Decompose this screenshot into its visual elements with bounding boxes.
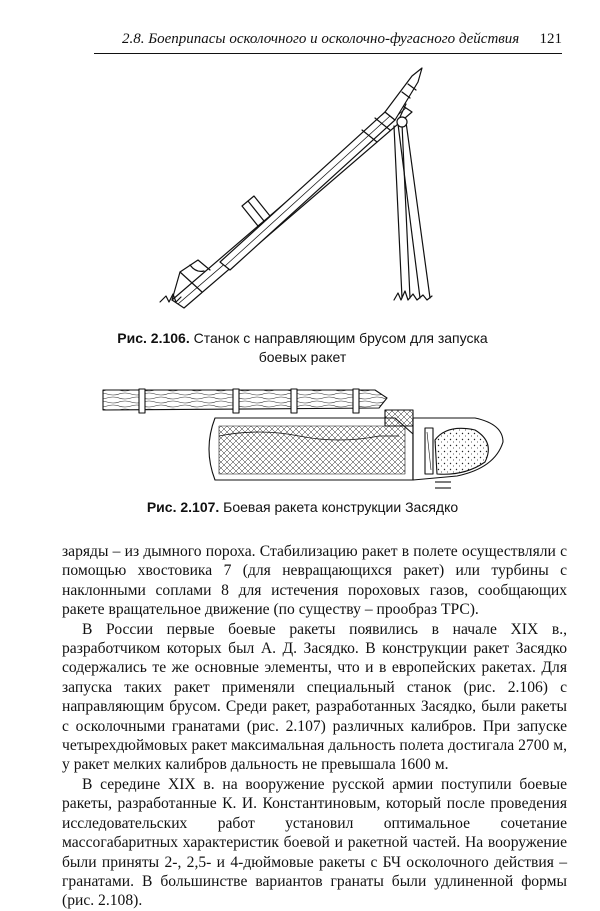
- figure-2-106-launch-stand: [150, 62, 450, 317]
- figure-2-106-text: Станок с направляющим брусом для запуска боевых ракет: [193, 330, 488, 365]
- figure-2-107-text: Боевая ракета конструкции Засядко: [223, 499, 459, 515]
- figure-2-106-label: Рис. 2.106.: [117, 330, 190, 346]
- header-rule: [94, 53, 562, 54]
- running-header: [94, 28, 562, 52]
- figure-2-107-label: Рис. 2.107.: [146, 499, 220, 515]
- figure-2-107-rocket: [95, 384, 510, 492]
- page-number: 121: [539, 31, 562, 47]
- figure-2-107-caption: [95, 498, 510, 517]
- paragraph-2: В России первые боевые ракеты появились в начале XIX в., разработчиком которых был А. Д. Засядко. В конструкции ракет Засядко содержались те же основные элементы, что и в европейских ракетах. Для запуска таких ракет применяли специальный станок (рис. 2.106) с направляющим брусом. Среди ракет, разработанных Засядко, были ракеты с осколочными гранатами (рис. 2.107) различных калибров. При запуске четырехдюймовых ракет максимальная дальность полета достигала 2700 м, у ракет мелких калибров дальность не превышала 1600 м.: [62, 620, 567, 774]
- section-title: 2.8. Боеприпасы осколочного и осколочно-фугасного действия: [122, 31, 520, 47]
- paragraph-1: заряды – из дымного пороха. Стабилизацию ракет в полете осуществляли с помощью хвостовика 7 (для невращающихся ракет) или турбины с наклонными соплами 8 для истечения пороховых газов, сообщающих ракете вращательное движение (по существу – прообраз ТРС).: [62, 543, 567, 619]
- paragraph-3: В середине XIX в. на вооружение русской армии поступили боевые ракеты, разработанные К. И. Константиновым, который после проведения исследовательских работ установил оптимальное сочетание массогабаритных характеристик боевой и ракетной частей. На вооружение были приняты 2-, 2,5- и 4-дюймовые ракеты с БЧ осколочного действия – гранатами. В большинстве вариантов гранаты были удлиненной формы (рис. 2.108).: [62, 775, 567, 910]
- body-text: [62, 542, 567, 911]
- figure-2-106-caption: [95, 329, 510, 367]
